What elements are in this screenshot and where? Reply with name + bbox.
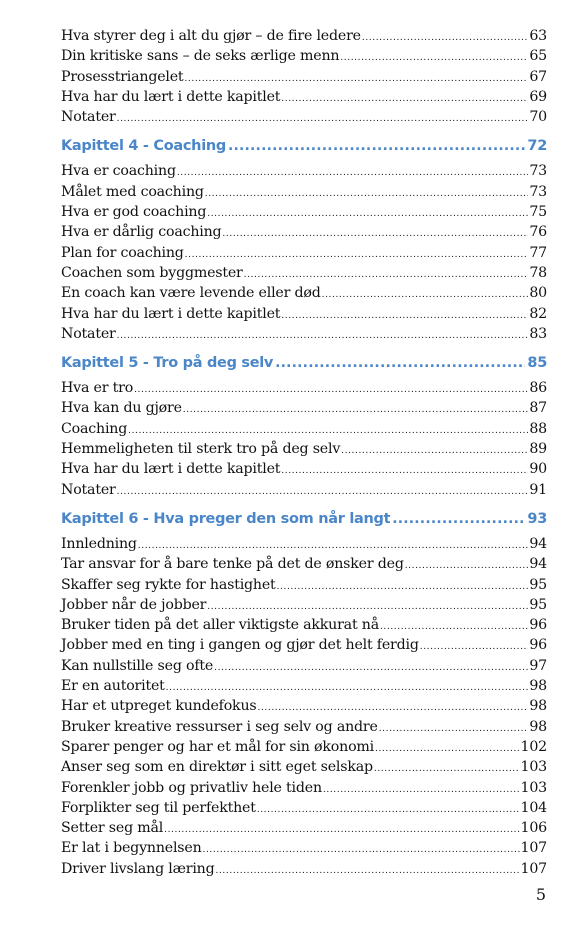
toc-entry-title: Hva er god coaching	[61, 204, 207, 221]
toc-entry	[61, 184, 547, 204]
toc-entry-page: 88	[529, 420, 547, 437]
toc-entry-page: 76	[529, 224, 547, 241]
dot-leader	[207, 209, 528, 219]
toc-entry	[61, 461, 547, 481]
dot-leader	[134, 385, 528, 395]
toc-entry-page: 107	[520, 840, 547, 857]
toc-entry-page: 104	[520, 799, 547, 816]
toc-entry	[61, 678, 547, 698]
dot-leader	[177, 168, 529, 178]
toc-entry-title: Setter seg mål	[61, 820, 164, 837]
toc-entry	[61, 840, 547, 860]
toc-entry	[61, 617, 547, 637]
toc-entry-title: Coaching	[61, 420, 128, 437]
dot-leader	[275, 355, 525, 371]
toc-entry-page: 94	[529, 535, 547, 552]
dot-leader	[138, 541, 529, 551]
dot-leader	[323, 785, 520, 795]
toc-chapter-heading	[61, 138, 547, 166]
dot-leader	[379, 724, 529, 734]
toc-entry-title: Hva styrer deg i alt du gjør – de fire ledere	[61, 28, 361, 44]
toc-entry-title: Jobber når de jobber	[61, 596, 207, 613]
toc-entry	[61, 556, 547, 576]
toc-entry-page: 77	[529, 244, 547, 261]
dot-leader	[405, 561, 529, 571]
toc-entry	[61, 204, 547, 224]
toc-entry-title: Innledning	[61, 535, 137, 552]
toc-entry	[61, 536, 547, 556]
toc-entry-title: Notater	[61, 109, 116, 126]
toc-entry-page: 86	[529, 380, 547, 397]
toc-entry-page: 102	[520, 738, 547, 755]
dot-leader	[281, 94, 528, 104]
toc-entry-title: Tar ansvar for å bare tenke på det de ønsker deg	[61, 556, 404, 573]
toc-entry	[61, 265, 547, 285]
dot-leader	[257, 805, 520, 815]
toc-entry	[61, 28, 547, 48]
toc-entry	[61, 780, 547, 800]
toc-entry-title: Hva har du lært i dette kapitlet	[61, 461, 281, 478]
toc-entry-title: Sparer penger og har et mål for sin økonomi	[61, 738, 375, 755]
dot-leader	[184, 74, 528, 84]
dot-leader	[362, 33, 528, 43]
toc-entry-page: 89	[529, 441, 547, 458]
toc-entry-title: Skaffer seg rykte for hastighet	[61, 576, 276, 593]
toc-entry	[61, 326, 547, 346]
toc-entry	[61, 285, 547, 305]
toc-entry-title: Driver livslang læring	[61, 860, 215, 877]
toc-entry-page: 107	[520, 860, 547, 877]
toc-entry-title: Hva er coaching	[61, 163, 176, 180]
toc-entry	[61, 861, 547, 881]
toc-entry	[61, 637, 547, 657]
toc-entry-page: 96	[529, 617, 547, 634]
toc-entry	[61, 441, 547, 461]
toc-entry-title: Kapittel 4 - Coaching	[61, 138, 226, 155]
toc-entry-title: Hva har du lært i dette kapitlet	[61, 88, 281, 105]
toc-entry-title: Forenkler jobb og privatliv hele tiden	[61, 779, 322, 796]
dot-leader	[222, 229, 528, 239]
toc-entry-page: 87	[529, 400, 547, 417]
dot-leader	[216, 866, 520, 876]
dot-leader	[281, 311, 528, 321]
toc-entry-page: 98	[529, 678, 547, 695]
toc-chapter-heading	[61, 511, 547, 539]
toc-entry	[61, 109, 547, 129]
toc-entry-page: 63	[529, 28, 547, 44]
toc-entry	[61, 820, 547, 840]
toc-entry-title: Bruker kreative ressurser i seg selv og andre	[61, 718, 378, 735]
toc-entry-title: Hva kan du gjøre	[61, 400, 182, 417]
toc-entry-title: Hva er tro	[61, 380, 134, 397]
toc-entry-page: 85	[527, 355, 547, 372]
toc-entry-page: 98	[529, 698, 547, 715]
toc-entry-page: 73	[529, 183, 547, 200]
dot-leader	[185, 250, 529, 260]
toc-entry	[61, 658, 547, 678]
toc-entry	[61, 245, 547, 265]
toc-entry-title: Kapittel 5 - Tro på deg selv	[61, 355, 274, 372]
dot-leader	[244, 270, 529, 280]
toc-entry-page: 93	[527, 510, 547, 527]
dot-leader	[164, 825, 519, 835]
dot-leader	[203, 845, 520, 855]
toc-entry-page: 75	[529, 204, 547, 221]
dot-leader	[214, 663, 528, 673]
page-number: 5	[535, 885, 546, 904]
dot-leader	[281, 466, 528, 476]
toc-entry-title: Prosesstriangelet	[61, 68, 184, 85]
table-of-contents	[61, 28, 547, 881]
toc-entry	[61, 719, 547, 739]
toc-entry	[61, 89, 547, 109]
toc-entry-page: 67	[529, 68, 547, 85]
toc-entry-page: 69	[529, 88, 547, 105]
toc-entry	[61, 800, 547, 820]
toc-entry	[61, 224, 547, 244]
toc-entry-title: Målet med coaching	[61, 183, 204, 200]
dot-leader	[374, 764, 520, 774]
toc-entry	[61, 163, 547, 183]
toc-entry-page: 90	[529, 461, 547, 478]
dot-leader	[392, 511, 525, 527]
toc-entry-page: 106	[520, 820, 547, 837]
dot-leader	[420, 642, 529, 652]
toc-entry-title: Notater	[61, 481, 116, 498]
toc-entry-title: Forplikter seg til perfekthet	[61, 799, 256, 816]
toc-entry-title: Jobber med en ting i gangen og gjør det helt ferdig	[61, 637, 419, 654]
toc-entry-page: 72	[527, 138, 547, 155]
toc-entry-page: 98	[529, 718, 547, 735]
toc-entry-title: Kapittel 6 - Hva preger den som når langt	[61, 510, 391, 527]
dot-leader	[375, 744, 520, 754]
dot-leader	[228, 138, 525, 154]
toc-entry-title: Er lat i begynnelsen	[61, 840, 202, 857]
toc-chapter-heading	[61, 355, 547, 383]
dot-leader	[380, 622, 528, 632]
dot-leader	[277, 582, 529, 592]
toc-entry	[61, 577, 547, 597]
dot-leader	[183, 405, 529, 415]
toc-entry-title: Hva er dårlig coaching	[61, 224, 222, 241]
dot-leader	[340, 53, 528, 63]
toc-entry-page: 82	[529, 305, 547, 322]
toc-entry-page: 103	[520, 759, 547, 776]
toc-entry	[61, 380, 547, 400]
toc-entry-title: Hva har du lært i dette kapitlet	[61, 305, 281, 322]
toc-entry-page: 65	[529, 48, 547, 65]
toc-entry	[61, 48, 547, 68]
toc-entry-page: 95	[529, 596, 547, 613]
toc-entry-title: Har et utpreget kundefokus	[61, 698, 257, 715]
toc-entry-title: En coach kan være levende eller død	[61, 285, 321, 302]
toc-entry-page: 73	[529, 163, 547, 180]
toc-entry-page: 95	[529, 576, 547, 593]
toc-entry-page: 97	[529, 657, 547, 674]
dot-leader	[166, 683, 529, 693]
dot-leader	[205, 189, 529, 199]
toc-entry	[61, 698, 547, 718]
dot-leader	[117, 487, 529, 497]
dot-leader	[257, 703, 528, 713]
toc-entry-title: Plan for coaching	[61, 244, 184, 261]
toc-entry-page: 91	[529, 481, 547, 498]
dot-leader	[207, 602, 528, 612]
toc-entry-page: 70	[529, 109, 547, 126]
toc-entry-page: 78	[529, 264, 547, 281]
toc-entry	[61, 69, 547, 89]
toc-entry-title: Bruker tiden på det aller viktigste akkurat nå	[61, 617, 379, 634]
toc-entry	[61, 306, 547, 326]
toc-entry-title: Er en autoritet	[61, 678, 165, 695]
toc-entry-title: Notater	[61, 325, 116, 342]
dot-leader	[322, 290, 529, 300]
dot-leader	[341, 446, 528, 456]
toc-entry	[61, 400, 547, 420]
toc-entry-title: Kan nullstille seg ofte	[61, 657, 214, 674]
toc-entry	[61, 739, 547, 759]
toc-entry-title: Hemmeligheten til sterk tro på deg selv	[61, 441, 341, 458]
toc-entry	[61, 482, 547, 502]
dot-leader	[128, 426, 528, 436]
dot-leader	[117, 331, 529, 341]
toc-entry	[61, 759, 547, 779]
toc-entry-title: Din kritiske sans – de seks ærlige menn	[61, 48, 340, 65]
dot-leader	[117, 114, 529, 124]
toc-entry-page: 83	[529, 325, 547, 342]
toc-entry-page: 103	[520, 779, 547, 796]
toc-entry-page: 94	[529, 556, 547, 573]
toc-entry	[61, 597, 547, 617]
toc-entry-page: 96	[529, 637, 547, 654]
toc-entry	[61, 421, 547, 441]
toc-entry-page: 80	[529, 285, 547, 302]
toc-entry-title: Anser seg som en direktør i sitt eget selskap	[61, 759, 373, 776]
toc-entry-title: Coachen som byggmester	[61, 264, 243, 281]
